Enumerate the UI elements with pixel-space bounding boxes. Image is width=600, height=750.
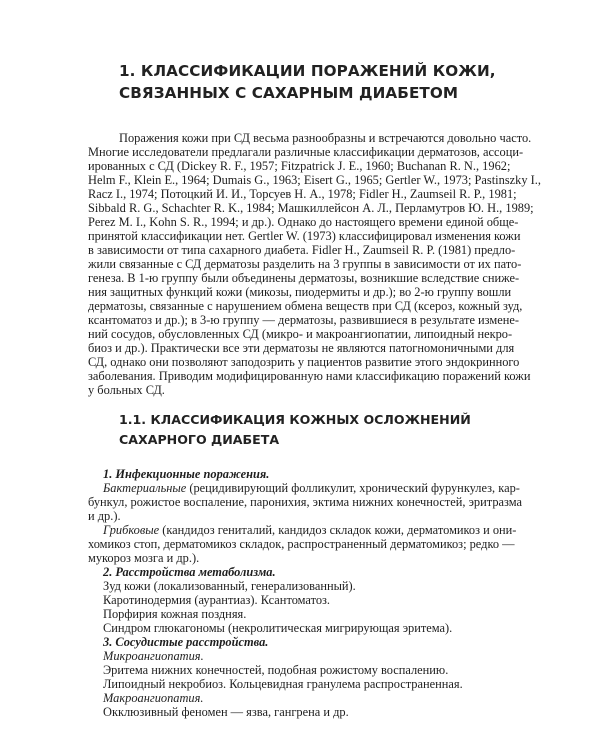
- paragraph-line: в зависимости от типа сахарного диабета. Fidler H., Zaumseil R. P. (1981) предло-: [88, 243, 516, 257]
- paragraph-line: жили связанные с СД дерматозы разделить на 3 группы в зависимости от их пато-: [88, 257, 522, 271]
- paragraph-line: заболевания. Приводим модифицированную нами классификацию поражений кожи: [88, 369, 531, 383]
- paragraph-line: ний сосудов, обусловленных СД (микро- и макроангиопатии, липоидный некро-: [88, 327, 513, 341]
- fungal-text: (кандидоз гениталий, кандидоз складок кожи, дерматомикоз и они-: [159, 523, 517, 537]
- paragraph-line: Многие исследователи предлагали различные классификации дерматозов, ассоци-: [88, 145, 524, 159]
- fungal-line: хомикоз стоп, дерматомикоз складок, распространенный дерматомикоз; редко —: [88, 537, 515, 551]
- bacterial-line: [103, 481, 543, 495]
- section-title-line: 1.1. КЛАССИФИКАЦИЯ КОЖНЫХ ОСЛОЖНЕНИЙ: [119, 412, 471, 427]
- paragraph-line: ния защитных функций кожи (микозы, пиодермиты и др.); во 2-ю группу вошли: [88, 285, 512, 299]
- list-item: Зуд кожи (локализованный, генерализованный).: [103, 579, 356, 593]
- paragraph-line: СД, однако они позволяют заподозрить у пациентов развитие этого эндокринного: [88, 355, 520, 369]
- category-heading-vascular: 3. Сосудистые расстройства.: [103, 635, 269, 649]
- list-item: Синдром глюкагономы (некролитическая мигрирующая эритема).: [103, 621, 453, 635]
- list-item: Липоидный некробиоз. Кольцевидная гранулема распространенная.: [103, 677, 463, 691]
- section-title-line: САХАРНОГО ДИАБЕТА: [119, 432, 280, 447]
- list-item: Окклюзивный феномен — язва, гангрена и др.: [103, 705, 349, 719]
- list-item: Эритема нижних конечностей, подобная рожистому воспалению.: [103, 663, 449, 677]
- paragraph-line: Helm F., Klein E., 1964; Dumais G., 1963; Eisert G., 1965; Gertler W., 1973; Pastinszky I.,: [88, 173, 541, 187]
- section-title: [119, 410, 539, 450]
- bacterial-term: Бактериальные: [103, 481, 187, 495]
- paragraph-line: ксантоматоз и др.); в 3-ю группу — дерматозы, развившиеся в результате измене-: [88, 313, 519, 327]
- subcategory-label-macro: Макроангиопатия.: [103, 691, 204, 705]
- paragraph-line: Perez M. I., Kohn S. R., 1994; и др.). Однако до настоящего времени единой обще-: [88, 215, 519, 229]
- bacterial-line: и др.).: [88, 509, 121, 523]
- paragraph-line: принятой классификации нет. Gertler W. (1973) классифицировал изменения кожи: [88, 229, 521, 243]
- paragraph-line: дерматозы, связанные с нарушением обмена веществ при СД (ксероз, кожный зуд,: [88, 299, 523, 313]
- category-heading-metabolic: 2. Расстройства метаболизма.: [103, 565, 276, 579]
- fungal-line: [103, 523, 543, 537]
- paragraph-line: биоз и др.). Практически все эти дерматозы не являются патогномоничными для: [88, 341, 515, 355]
- paragraph-line: у больных СД.: [88, 383, 165, 397]
- list-item: Каротинодермия (аурантиаз). Ксантоматоз.: [103, 593, 331, 607]
- paragraph-line: Sibbald R. G., Schachter R. K., 1984; Машкиллейсон А. Л., Перламутров Ю. Н., 1989;: [88, 201, 534, 215]
- paragraph-line: Racz I., 1974; Потоцкий И. И., Торсуев Н. А., 1978; Fidler H., Zaumseil R. P., 1981;: [88, 187, 517, 201]
- bacterial-text: (рецидивирующий фолликулит, хронический фурункулез, кар-: [186, 481, 520, 495]
- subcategory-label-micro: Микроангиопатия.: [103, 649, 204, 663]
- paragraph-line: ированных с СД (Dickey R. F., 1957; Fitzpatrick J. E., 1960; Buchanan R. N., 1962;: [88, 159, 511, 173]
- chapter-title: [119, 60, 559, 104]
- chapter-title-line: 1. КЛАССИФИКАЦИИ ПОРАЖЕНИЙ КОЖИ,: [119, 62, 496, 80]
- fungal-line: мукороз мозга и др.).: [88, 551, 200, 565]
- paragraph-line: Поражения кожи при СД весьма разнообразны и встречаются довольно часто.: [119, 131, 532, 145]
- paragraph-line: генеза. В 1-ю группу были объединены дерматозы, возникшие вследствие сниже-: [88, 271, 520, 285]
- bacterial-line: бункул, рожистое воспаление, паронихия, эктима нижних конечностей, эритразма: [88, 495, 522, 509]
- category-heading-infectious: 1. Инфекционные поражения.: [103, 467, 270, 481]
- chapter-title-line: СВЯЗАННЫХ С САХАРНЫМ ДИАБЕТОМ: [119, 84, 459, 102]
- list-item: Порфирия кожная поздняя.: [103, 607, 247, 621]
- fungal-term: Грибковые: [103, 523, 160, 537]
